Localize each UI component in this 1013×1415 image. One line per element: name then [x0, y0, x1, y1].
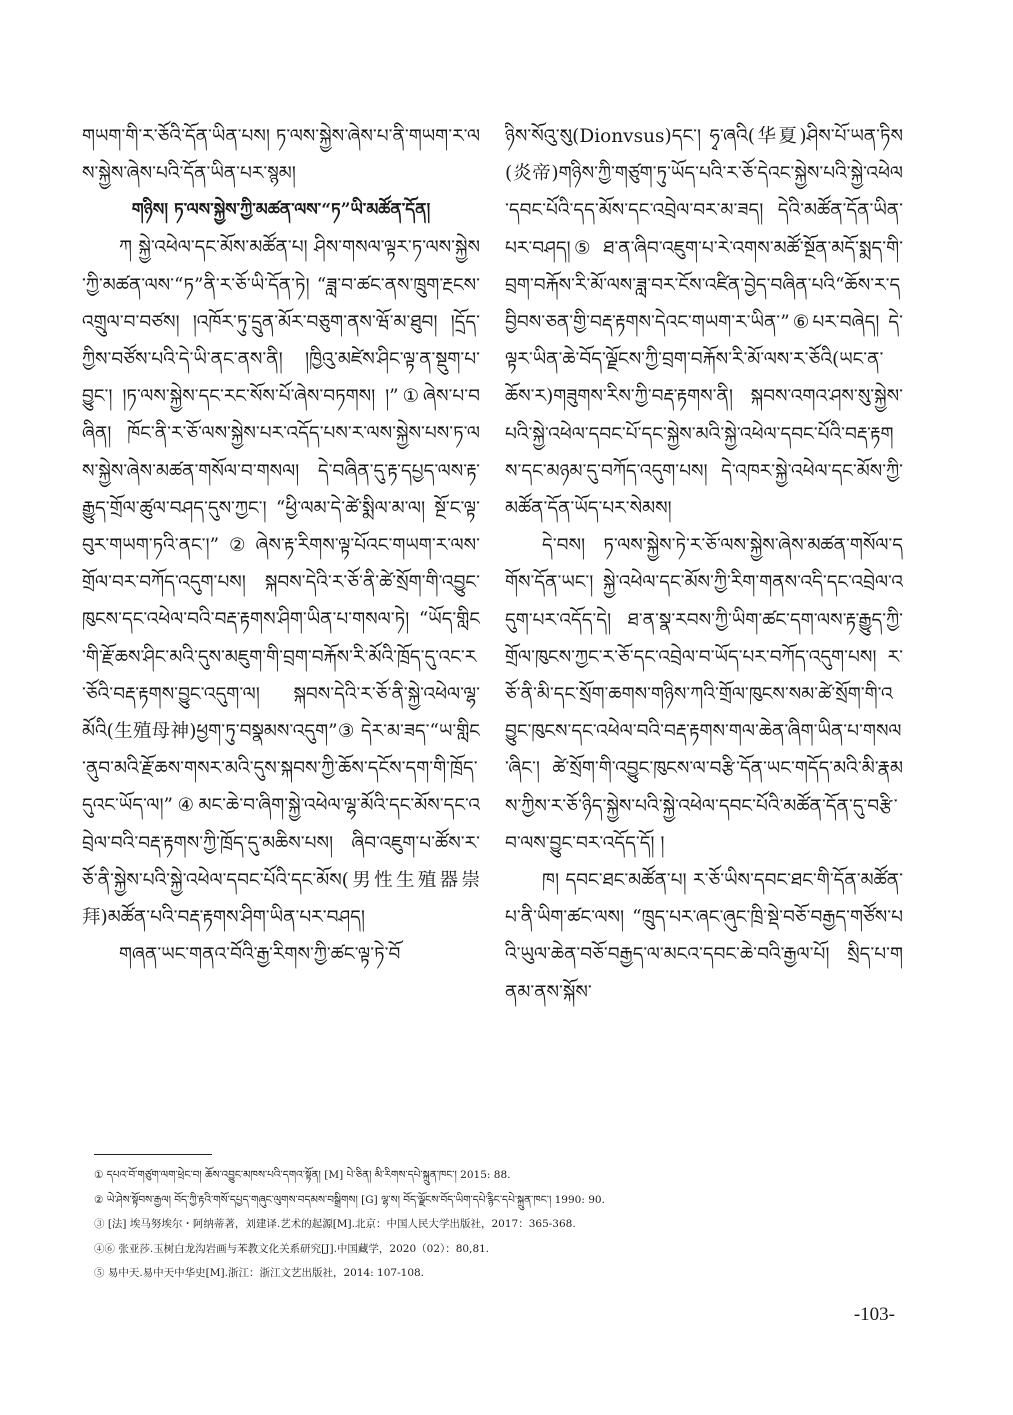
- section-heading: གཉིས། ཏ་ལས་སྐྱེས་ཀྱི་མཚན་ལས་“ཏ”ཡི་མཚོན་དོན།: [131, 200, 431, 221]
- paragraph: དེ་བས། ཏ་ལས་སྐྱེས་ཏེ་ར་ཅོ་ལས་སྐྱེས་ཞེས་མཚན་གསོལ་དགོས་དོན་ཡང་། སྐྱེ་འཕེལ་དང་མོས་ཀྱི་རིག་གནས་འདི་དང་འབྲེལ་འདུག་པར་འདོད་དེ། ཐ་ན་སྣ་རབས་ཀྱི་ཡིག་ཚང་དག་ལས་རྟ་རྒྱུད་ཀྱི་གྲོལ་ཁུངས་ཀྱང་ར་ཅོ་དང་འབྲེལ་བ་ཡོད་པར་བཀོད་འདུག་པས། ར་ཅོ་ནི་མི་དང་སྲོག་ཆགས་གཉིས་ཀའི་གྲོལ་ཁུངས་སམ་ཚེ་སྲོག་གི་འབྱུང་ཁུངས་དང་འཕེལ་བའི་བརྡ་རྟགས་གལ་ཆེན་ཞིག་ཡིན་པ་གསལ་ཞིང་། ཚེ་སྲོག་གི་འབྱུང་ཁུངས་ལ་བརྩི་དོན་ཡང་གདོད་མའི་མི་རྣམས་ཀྱིས་ར་ཅོ་ཉིད་སྐྱེས་པའི་སྐྱེ་འཕེལ་དབང་པོའི་མཚོན་དོན་དུ་བརྩི་བ་ལས་བྱུང་བར་འདོད་དོ། །: [505, 535, 903, 854]
- paragraph: གཞན་ཡང་གནའ་བོའི་རྒྱ་རིགས་ཀྱི་ཚང་ལྟ་ཏེ་བོ: [119, 944, 401, 966]
- paragraph: ཀ སྐྱེ་འཕེལ་དང་མོས་མཚོན་པ། ཤིས་གསལ་ལྟར་ཏ་ལས་སྐྱེས་ཀྱི་མཚན་ལས་“ཏ”ནི་ར་ཅོ་ཡི་དོན་ཏེ། “ཟླ་བ་ཚང་ནས་ཁྲུག་རྔངས་འགྲུལ་བ་བཙས། །འཁོར་ཏུ་དྲུན་མོར་བཅུག་ནས་ཝོ་མ་ཐུབ། །དྲོད་ཀྱིས་བཙོས་པའི་དེ་ཡི་ནང་ནས་ནི། །ཁྱིའུ་མཛེས་ཤིང་ལྟ་ན་སྡུག་པ་བྱུང་། །ཏ་ལས་སྐྱེས་དང་རང་སོས་པོ་ཞེས་བཏགས། །”①ཞེས་པ་བཞིན། ཁོང་ནི་ར་ཅོ་ལས་སྐྱེས་པར་འདོད་པས་ར་ལས་སྐྱེས་པས་ཏ་ལས་སྐྱེས་ཞེས་མཚན་གསོལ་བ་གསལ། དེ་བཞིན་དུ་རྟ་དཔྱད་ལས་རྟ་རྒྱུད་གྲོལ་ཚུལ་བཤད་དུས་ཀྱང་། “ཕྱི་ལམ་དེ་ཚེ་སྨིལ་མ་ལ། སྔོ་ང་ལྟ་བུར་གཡག་ཏའི་ནང་།”②ཞེས་རྟ་རིགས་ལྟ་པོའང་གཡག་ར་ལས་གྲོལ་བར་བཀོད་འདུག་པས། སྐབས་དེའི་ར་ཅོ་ནི་ཚེ་སྲོག་གི་འབྱུང་ཁུངས་དང་འཕེལ་བའི་བརྡ་རྟགས་ཤིག་ཡིན་པ་གསལ་ཏེ། “ཡོད་གླིང་གི་རྗོ་ཆས་ཤིང་མའི་དུས་མཇུག་གི་བྲག་བརྐོས་རི་མོའི་ཁྲོད་དུ་འང་ར་ཅོའི་བརྡ་རྟགས་བྱུང་འདུག་ལ། སྐབས་དེའི་ར་ཅོ་ནི་སྐྱེ་འཕེལ་ལྷ་མོའི(生殖母神)ཕྱག་ཏུ་བསྣམས་འདུག”③ དེར་མ་ཟད་“ཡ་གླིང་ནུབ་མའི་རྗོ་ཆས་གསར་མའི་དུས་སྐབས་ཀྱི་ཆོས་དངོས་དག་གི་ཁྲོད་དུའང་ཡོད་ལ།”④མང་ཆེ་བ་ཞིག་སྐྱེ་འཕེལ་ལྷ་མོའི་དང་མོས་དང་འབྲེལ་བའི་བརྡ་རྟགས་ཀྱི་ཁྲོད་དུ་མཆིས་པས། ཞིབ་འཇུག་པ་ཚོས་ར་ཅོ་ནི་སྐྱེས་པའི་སྐྱེ་འཕེལ་དབང་པོའི་དང་མོས(男性生殖器崇拜)མཚོན་པའི་བརྡ་རྟགས་ཤིག་ཡིན་པར་བཤད།: [82, 237, 480, 929]
- body-column-left: [82, 118, 480, 1158]
- footnote-1: ① དཔའ་བོ་གཙུག་ལག་ཕྲེང་བ། ཆོས་འབྱུང་མཁས་པའི་དགའ་སྟོན། [M] པེ་ཅིན། མི་རིགས་དཔེ་སྐྲུན་ཁང་། 2015: 88.: [94, 1169, 511, 1181]
- footnote-5: ⑤ 易中天.易中天中华史[M].浙江：浙江文艺出版社，2014: 107-108.: [94, 1267, 425, 1279]
- footnote-rule: [94, 1154, 212, 1155]
- footnotes-section: [94, 1154, 924, 1286]
- footnote-2: ② ཡེ་ཤེས་སྟོབས་རྒྱལ། བོད་ཀྱི་རྟའི་གསོ་དཔྱད་གཞུང་ལུགས་བདམས་བསྒྲིགས། [G] ལྷ་ས། བོད་ལྗོངས་བོད་ཡིག་དཔེ་རྙིང་དཔེ་སྐྲུན་ཁང་། 1990: 90.: [94, 1193, 605, 1206]
- page-number: -103-: [853, 1304, 895, 1325]
- footnote-3: ③ [法] 埃马努埃尔・阿纳蒂著，刘建译.艺术的起源[M].北京：中国人民大学出版社，2017：365-368.: [94, 1218, 576, 1230]
- paragraph: ཉིས་སོའུ་སུ(Dionvsus)དང་། ཧྭ་ཞའི(华夏)ཤིས་པོ་ཡན་ཏིས(炎帝)གཉིས་ཀྱི་གཙུག་ཏུ་ཡོད་པའི་ར་ཅོ་དེའང་སྐྱེས་པའི་སྐྱེ་འཕེལ་དབང་པོའི་དད་མོས་དང་འབྲེལ་བར་མ་ཟད། དེའི་མཚོན་དོན་ཡིན་པར་བཤད།⑤ ཐ་ན་ཞིབ་འཇུག་པ་རེ་འགས་མཚོ་སྔོན་མདོ་སྨད་གི་བྲག་བརྐོས་རི་མོ་ལས་ཟླ་བར་ངོས་འཛིན་བྱེད་བཞིན་པའི“ཆོས་ར་དབྱིབས་ཅན་གྱི་བརྡ་རྟགས་དེའང་གཡག་ར་ཡིན་”⑥པར་བཞེད། དེ་ལྟར་ཡིན་ཆེ་བོད་ལྗོངས་ཀྱི་བྲག་བརྐོས་རི་མོ་ལས་ར་ཅོའི(ཡང་ན་ཆོས་ར)གཟུགས་རིས་ཀྱི་བརྡ་རྟགས་ནི། སྐབས་འགའ་ཤས་སུ་སྐྱེས་པའི་སྐྱེ་འཕེལ་དབང་པོ་དང་སྐྱེས་མའི་སྐྱེ་འཕེལ་དབང་པོའི་བརྡ་རྟགས་དང་མཉམ་དུ་བཀོད་འདུག་པས། དེ་འཁར་སྐྱེ་འཕེལ་དང་མོས་ཀྱི་མཚོན་དོན་ཡོད་པར་སེམས།: [505, 126, 903, 520]
- paragraph: གཡག་གི་ར་ཅོའི་དོན་ཡིན་པས། ཏ་ལས་སྐྱེས་ཞེས་པ་ནི་གཡག་ར་ལས་སྐྱེས་ཞེས་པའི་དོན་ཡིན་པར་སྙམ།: [82, 126, 480, 185]
- footnote-4-6: ④⑥ 张亚莎.玉树白龙沟岩画与苯教文化关系研究[J].中国藏学，2020（02）：80,81.: [94, 1242, 490, 1255]
- paragraph: ཁ། དབང་ཐང་མཚོན་པ། ར་ཅོ་ཡིས་དབང་ཐང་གི་དོན་མཚོན་པ་ནི་ཡིག་ཚང་ལས། “ཁྲུད་པར་ཞང་ཞུང་ཁྲི་སྡེ་བཅོ་བརྒྱད་གཙོས་པའི་ཡུལ་ཆེན་བཅོ་བརྒྱད་ལ་མངའ་དབང་ཆེ་བའི་རྒྱལ་པོ། སྲིད་པ་གནམ་ནས་སྐོས་: [505, 870, 903, 1003]
- body-column-right: [505, 118, 903, 1158]
